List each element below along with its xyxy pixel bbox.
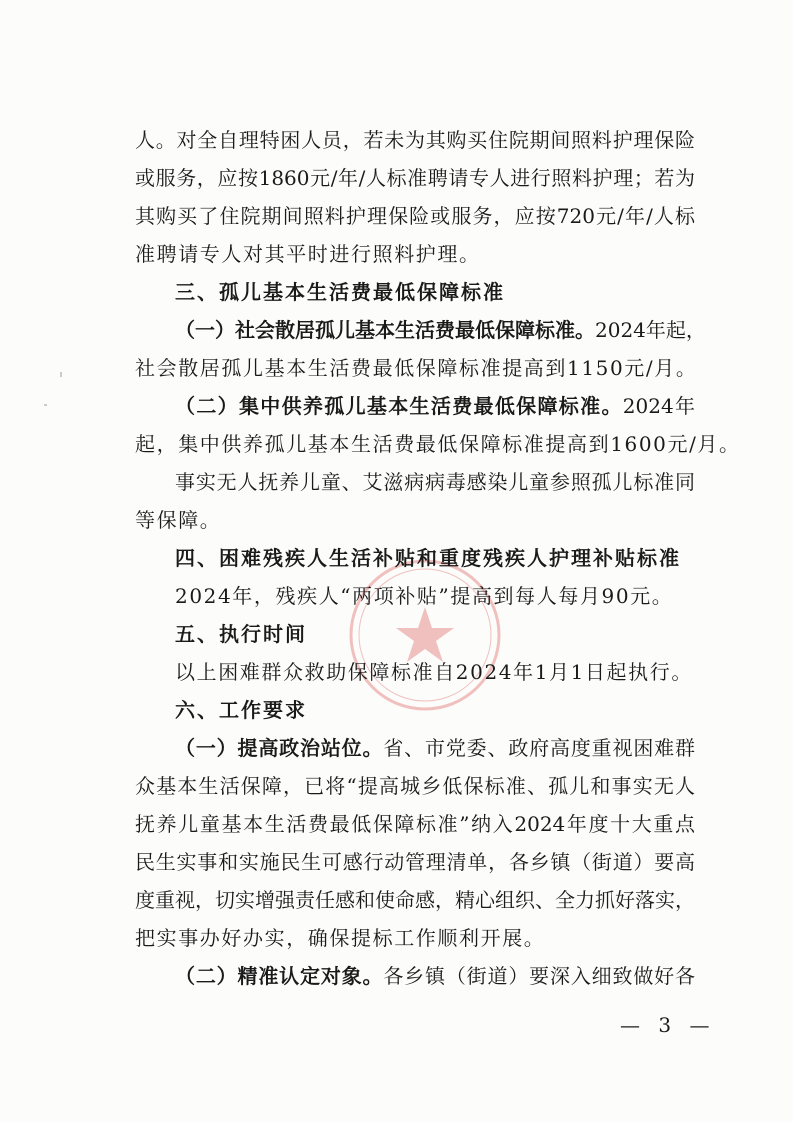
- paragraph-line: 度重视，切实增强责任感和使命感，精心组织、全力抓好落实，: [135, 888, 695, 912]
- subsection-6-1: [135, 732, 695, 764]
- paragraph-line: 众基本生活保障，已将“提高城乡低保标准、孤儿和事实无人: [135, 774, 695, 798]
- section-heading-5: 五、执行时间: [175, 622, 307, 646]
- paragraph-line: 抚养儿童基本生活费最低保障标准”纳入2024年度十大重点: [135, 812, 695, 836]
- paragraph-line: 事实无人抚养儿童、艾滋病病毒感染儿童参照孤儿标准同: [175, 470, 695, 494]
- page-number: — 3 —: [620, 1013, 716, 1037]
- paragraph-line: 人。对全自理特困人员，若未为其购买住院期间照料护理保险: [135, 128, 695, 152]
- paragraph-line: 或服务，应按1860元/年/人标准聘请专人进行照料护理；若为: [135, 166, 695, 190]
- subsection-3-2: [135, 390, 695, 422]
- subsection-6-2: [135, 960, 695, 992]
- section-heading-6: 六、工作要求: [175, 698, 307, 722]
- paragraph-line: 社会散居孤儿基本生活费最低保障标准提高到1150元/月。: [135, 356, 698, 380]
- paragraph-line: 2024年，残疾人“两项补贴”提高到每人每月90元。: [175, 584, 674, 608]
- paragraph-line: 其购买了住院期间照料护理保险或服务，应按720元/年/人标: [135, 204, 695, 228]
- section-heading-3: 三、孤儿基本生活费最低保障标准: [175, 280, 505, 304]
- subsection-3-2-text: 2024年: [622, 394, 696, 418]
- subsection-6-1-text: 省、市党委、政府高度重视困难群: [383, 736, 696, 760]
- subsection-3-1-title: （一）社会散居孤儿基本生活费最低保障标准。: [175, 318, 595, 342]
- subsection-6-2-title: （二）精准认定对象。: [175, 964, 384, 988]
- scan-mark: [60, 372, 62, 377]
- subsection-6-2-text: 各乡镇（街道）要深入细致做好各: [383, 964, 696, 988]
- section-heading-4: 四、困难残疾人生活补贴和重度残疾人护理补贴标准: [175, 546, 681, 570]
- paragraph-line: 以上困难群众救助保障标准自2024年1月1日起执行。: [175, 660, 693, 684]
- paragraph-line: 准聘请专人对其平时进行照料护理。: [135, 242, 481, 266]
- paragraph-line: 把实事办好办实，确保提标工作顺利开展。: [135, 926, 546, 950]
- subsection-3-1-text: 2024年起，: [595, 318, 706, 342]
- paragraph-line: 等保障。: [135, 508, 222, 532]
- paragraph-line: 民生实事和实施民生可感行动管理清单，各乡镇（街道）要高: [135, 850, 695, 874]
- subsection-3-2-title: （二）集中供养孤儿基本生活费最低保障标准。: [175, 394, 623, 418]
- paragraph-line: 起，集中供养孤儿基本生活费最低保障标准提高到1600元/月。: [135, 432, 741, 456]
- scan-mark: [44, 404, 47, 406]
- subsection-3-1: [135, 314, 706, 346]
- subsection-6-1-title: （一）提高政治站位。: [175, 736, 384, 760]
